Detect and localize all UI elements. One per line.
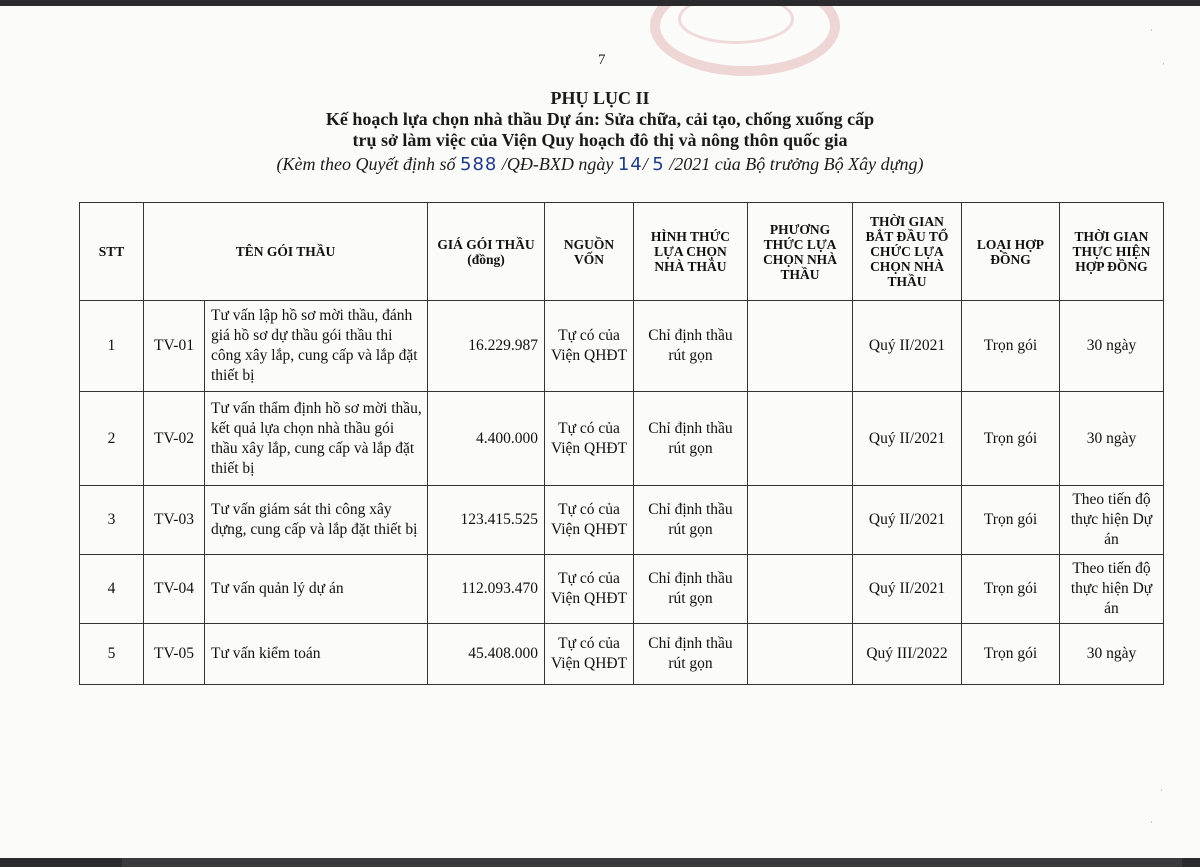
decision-reference-mid: /QĐ-BXD ngày xyxy=(497,154,618,174)
cell-start-time: Quý II/2021 xyxy=(853,301,962,392)
cell-package-name: Tư vấn giám sát thi công xây dựng, cung cấp và lắp đặt thiết bị xyxy=(205,486,428,555)
header-stt: STT xyxy=(80,203,144,301)
document-page xyxy=(0,6,1200,858)
header-contract-type: LOẠI HỢP ĐỒNG xyxy=(962,203,1060,301)
cell-source: Tự có của Viện QHĐT xyxy=(545,486,634,555)
cell-selection-form: Chỉ định thầu rút gọn xyxy=(634,301,748,392)
cell-package-name: Tư vấn kiểm toán xyxy=(205,624,428,685)
document-heading-line-2: trụ sở làm việc của Viện Quy hoạch đô thị và nông thôn quốc gia xyxy=(352,130,848,150)
cell-stt: 1 xyxy=(80,301,144,392)
decision-date-separator: / xyxy=(642,154,653,174)
header-source: NGUỒN VỐN xyxy=(545,203,634,301)
cell-stt: 2 xyxy=(80,392,144,486)
cell-duration: Theo tiến độ thực hiện Dự án xyxy=(1060,486,1164,555)
cell-selection-method xyxy=(748,301,853,392)
decision-number: 588 xyxy=(460,154,498,175)
decision-day: 14 xyxy=(617,154,643,175)
decision-reference-prefix: (Kèm theo Quyết định số xyxy=(276,154,461,174)
cell-price: 4.400.000 xyxy=(428,392,545,486)
cell-stt: 5 xyxy=(80,624,144,685)
cell-contract-type: Trọn gói xyxy=(962,486,1060,555)
cell-stt: 4 xyxy=(80,555,144,624)
table-row xyxy=(80,555,1164,624)
cell-source: Tự có của Viện QHĐT xyxy=(545,301,634,392)
cell-price: 45.408.000 xyxy=(428,624,545,685)
cell-contract-type: Trọn gói xyxy=(962,392,1060,486)
scan-speck: · xyxy=(1150,818,1153,828)
table-row xyxy=(80,392,1164,486)
cell-selection-method xyxy=(748,392,853,486)
cell-selection-method xyxy=(748,555,853,624)
cell-code: TV-03 xyxy=(144,486,205,555)
header-duration: THỜI GIAN THỰC HIỆN HỢP ĐỒNG xyxy=(1060,203,1164,301)
cell-source: Tự có của Viện QHĐT xyxy=(545,555,634,624)
cell-selection-form: Chỉ định thầu rút gọn xyxy=(634,624,748,685)
cell-price: 112.093.470 xyxy=(428,555,545,624)
scan-speck: · xyxy=(1150,26,1153,36)
cell-package-name: Tư vấn lập hồ sơ mời thầu, đánh giá hồ sơ dự thầu gói thầu thi công xây lắp, cung cấp và lắp đặt thiết bị xyxy=(205,301,428,392)
cell-selection-method xyxy=(748,624,853,685)
contractor-selection-table xyxy=(79,202,1164,685)
cell-selection-form: Chỉ định thầu rút gọn xyxy=(634,392,748,486)
cell-stt: 3 xyxy=(80,486,144,555)
cell-start-time: Quý II/2021 xyxy=(853,392,962,486)
scan-speck: · xyxy=(1162,60,1165,70)
cell-selection-method xyxy=(748,486,853,555)
cell-duration: 30 ngày xyxy=(1060,392,1164,486)
cell-duration: 30 ngày xyxy=(1060,301,1164,392)
cell-contract-type: Trọn gói xyxy=(962,301,1060,392)
cell-contract-type: Trọn gói xyxy=(962,624,1060,685)
decision-month: 5 xyxy=(652,154,665,175)
decision-reference-suffix: /2021 của Bộ trưởng Bộ Xây dựng) xyxy=(664,154,924,174)
cell-code: TV-04 xyxy=(144,555,205,624)
document-heading-line-1: Kế hoạch lựa chọn nhà thầu Dự án: Sửa chữa, cải tạo, chống xuống cấp xyxy=(325,109,875,129)
cell-selection-form: Chỉ định thầu rút gọn xyxy=(634,555,748,624)
table-row xyxy=(80,486,1164,555)
header-selection-method: PHƯƠNG THỨC LỰA CHỌN NHÀ THẦU xyxy=(748,203,853,301)
cell-start-time: Quý III/2022 xyxy=(853,624,962,685)
viewer-bottom-bar xyxy=(122,858,1182,867)
cell-price: 123.415.525 xyxy=(428,486,545,555)
cell-code: TV-05 xyxy=(144,624,205,685)
header-price: GIÁ GÓI THẦU (đồng) xyxy=(428,203,545,301)
header-start-time: THỜI GIAN BẮT ĐẦU TỔ CHỨC LỰA CHỌN NHÀ THẦU xyxy=(853,203,962,301)
header-package-name: TÊN GÓI THẦU xyxy=(144,203,428,301)
cell-source: Tự có của Viện QHĐT xyxy=(545,392,634,486)
cell-package-name: Tư vấn quản lý dự án xyxy=(205,555,428,624)
cell-package-name: Tư vấn thẩm định hồ sơ mời thầu, kết quả lựa chọn nhà thầu gói thầu xây lắp, cung cấp và lắp đặt thiết bị xyxy=(205,392,428,486)
cell-price: 16.229.987 xyxy=(428,301,545,392)
scan-speck: · xyxy=(1160,786,1163,796)
page-number: 7 xyxy=(598,52,606,68)
cell-selection-form: Chỉ định thầu rút gọn xyxy=(634,486,748,555)
cell-duration: Theo tiến độ thực hiện Dự án xyxy=(1060,555,1164,624)
cell-start-time: Quý II/2021 xyxy=(853,555,962,624)
cell-code: TV-01 xyxy=(144,301,205,392)
cell-contract-type: Trọn gói xyxy=(962,555,1060,624)
header-selection-form: HÌNH THỨC LỰA CHỌN NHÀ THẦU xyxy=(634,203,748,301)
table-row xyxy=(80,301,1164,392)
appendix-title: PHỤ LỤC II xyxy=(550,88,650,108)
cell-source: Tự có của Viện QHĐT xyxy=(545,624,634,685)
cell-code: TV-02 xyxy=(144,392,205,486)
table-header-row xyxy=(80,203,1164,301)
decision-reference xyxy=(0,154,1200,175)
cell-start-time: Quý II/2021 xyxy=(853,486,962,555)
table-row xyxy=(80,624,1164,685)
cell-duration: 30 ngày xyxy=(1060,624,1164,685)
